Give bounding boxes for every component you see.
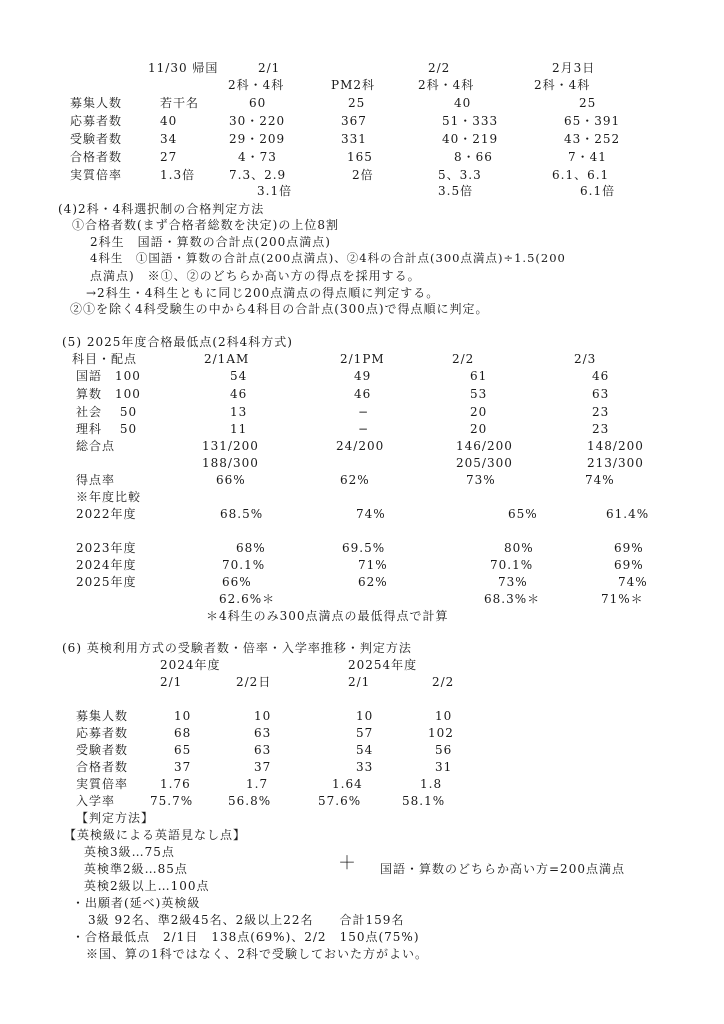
compare-label: ※年度比較 xyxy=(76,490,142,504)
cell: 3.1倍 xyxy=(257,184,293,198)
cell: 5、3.3 xyxy=(438,168,482,182)
row-label: 受験者数 xyxy=(70,132,123,146)
cell: 24/200 xyxy=(336,439,385,453)
cell: 1.3倍 xyxy=(160,168,196,182)
cell: 11 xyxy=(230,422,248,436)
cell: 1.64 xyxy=(332,777,363,791)
cell: 25 xyxy=(579,96,597,110)
row-label: 募集人数 xyxy=(70,96,123,110)
cell: 1.8 xyxy=(420,777,443,791)
cell: 43・252 xyxy=(564,132,621,146)
cell: 75.7% xyxy=(150,794,194,808)
cell: 68.3%＊ xyxy=(484,592,541,606)
cell: 68% xyxy=(236,541,266,555)
cell: 1.76 xyxy=(160,777,191,791)
row-label: 応募者数 xyxy=(70,114,123,128)
cell: 3.5倍 xyxy=(438,184,474,198)
cell: 10 xyxy=(356,709,374,723)
eiken-line: 英検3級…75点 xyxy=(84,845,175,859)
cell: 73% xyxy=(466,473,496,487)
header-date: 2/2 xyxy=(428,61,451,75)
cell: 33 xyxy=(356,760,374,774)
cell: 74% xyxy=(618,575,648,589)
row-label: 応募者数 xyxy=(76,726,129,740)
rate-label: 得点率 xyxy=(76,473,116,487)
cell: 65・391 xyxy=(564,114,621,128)
cell: 66% xyxy=(216,473,246,487)
year-label: 2022年度 xyxy=(76,507,137,521)
cell: 4・73 xyxy=(238,150,277,164)
cell: 40・219 xyxy=(442,132,499,146)
applicants-line: 3級 92名、準2級45名、2級以上22名 合計159名 xyxy=(88,913,405,927)
applicants-label: ・出願者(延べ)英検級 xyxy=(72,896,201,910)
cell: 71% xyxy=(358,558,388,572)
cell: 6.1、6.1 xyxy=(552,168,610,182)
text-line: ①合格者数(まず合格者総数を決定)の上位8割 xyxy=(72,218,339,232)
method-label: 【判定方法】 xyxy=(76,811,155,825)
cell: 57 xyxy=(356,726,374,740)
cell: 40 xyxy=(160,114,178,128)
year-header: 2024年度 xyxy=(160,658,221,672)
footnote: ＊4科生のみ300点満点の最低得点で計算 xyxy=(206,609,449,623)
cell: 7・41 xyxy=(568,150,607,164)
cell: 8・66 xyxy=(454,150,493,164)
cell: 51・333 xyxy=(442,114,499,128)
cell: 1.7 xyxy=(246,777,269,791)
min-score-line: ・合格最低点 2/1日 138点(69%)、2/2 150点(75%) xyxy=(72,930,420,944)
cell: 13 xyxy=(230,405,248,419)
cell: 68 xyxy=(174,726,192,740)
row-label: 合格者数 xyxy=(76,760,129,774)
cell: 68.5% xyxy=(220,507,264,521)
cell: 74% xyxy=(585,473,615,487)
cell: 71%＊ xyxy=(601,592,644,606)
cell: 49 xyxy=(354,369,372,383)
cell: 70.1% xyxy=(222,558,266,572)
plus-sign: ＋ xyxy=(338,853,356,874)
section-title: (6) 英検利用方式の受験者数・倍率・入学率推移・判定方法 xyxy=(62,641,412,655)
cell: 27 xyxy=(160,150,178,164)
year-label: 2023年度 xyxy=(76,541,137,555)
cell: 69.5% xyxy=(342,541,386,555)
cell: 20 xyxy=(470,422,488,436)
cell: 57.6% xyxy=(318,794,362,808)
cell: 10 xyxy=(254,709,272,723)
cell: 58.1% xyxy=(402,794,446,808)
cell: 131/200 xyxy=(202,439,259,453)
cell: 66% xyxy=(222,575,252,589)
year-label: 2024年度 xyxy=(76,558,137,572)
col-header: 2/2 xyxy=(452,352,475,366)
eiken-label: 【英検級による英語見なし点】 xyxy=(64,828,247,842)
row-label: 実質倍率 xyxy=(76,777,129,791)
cell: 188/300 xyxy=(202,456,259,470)
date-header: 2/1 xyxy=(348,675,371,689)
col-header: 2/1AM xyxy=(204,352,250,366)
header-date: 11/30 帰国 xyxy=(148,61,219,75)
header-type: PM2科 xyxy=(331,78,375,92)
text-line: ②①を除く4科受験生の中から4科目の合計点(300点)で得点順に判定。 xyxy=(70,302,489,316)
cell: 56.8% xyxy=(228,794,272,808)
cell: 29・209 xyxy=(229,132,286,146)
cell: 25 xyxy=(348,96,366,110)
cell: 65 xyxy=(174,743,192,757)
cell: 63 xyxy=(254,726,272,740)
cell: 60 xyxy=(249,96,267,110)
row-label: 受験者数 xyxy=(76,743,129,757)
cell: 53 xyxy=(470,387,488,401)
col-header: 科目・配点 xyxy=(72,352,138,366)
cell: 205/300 xyxy=(456,456,513,470)
cell: 367 xyxy=(341,114,367,128)
text-line: 点満点) ※①、②のどちらか高い方の得点を採用する。 xyxy=(90,269,421,283)
cell: 146/200 xyxy=(456,439,513,453)
date-header: 2/2日 xyxy=(236,675,272,689)
year-header: 20254年度 xyxy=(348,658,418,672)
cell: 46 xyxy=(592,369,610,383)
header-date: 2月3日 xyxy=(552,61,596,75)
year-label: 2025年度 xyxy=(76,575,137,589)
row-label: 入学率 xyxy=(76,794,116,808)
cell: 10 xyxy=(174,709,192,723)
cell: 61.4% xyxy=(606,507,650,521)
cell: 70.1% xyxy=(490,558,534,572)
section-title: (5) 2025年度合格最低点(2科4科方式) xyxy=(62,335,293,349)
cell: 69% xyxy=(614,558,644,572)
total-label: 総合点 xyxy=(76,439,116,453)
cell: 20 xyxy=(470,405,488,419)
cell: 31 xyxy=(435,760,453,774)
cell: 148/200 xyxy=(587,439,644,453)
cell: 74% xyxy=(356,507,386,521)
cell: 62.6%＊ xyxy=(219,592,276,606)
cell: 30・220 xyxy=(229,114,286,128)
cell: 69% xyxy=(614,541,644,555)
cell: 6.1倍 xyxy=(580,184,616,198)
cell: 46 xyxy=(230,387,248,401)
col-header: 2/3 xyxy=(574,352,597,366)
text-line: 2科生 国語・算数の合計点(200点満点) xyxy=(90,235,331,249)
cell: 62% xyxy=(358,575,388,589)
cell: 54 xyxy=(356,743,374,757)
cell: 46 xyxy=(354,387,372,401)
date-header: 2/1 xyxy=(160,675,183,689)
date-header: 2/2 xyxy=(432,675,455,689)
cell: 10 xyxy=(435,709,453,723)
row-label: 合格者数 xyxy=(70,150,123,164)
cell: 23 xyxy=(592,422,610,436)
cell: 若干名 xyxy=(160,96,200,110)
header-type: 2科・4科 xyxy=(228,78,285,92)
row-label: 実質倍率 xyxy=(70,168,123,182)
cell: 102 xyxy=(428,726,454,740)
eiken-line: 英検2級以上…100点 xyxy=(84,879,210,893)
cell: 37 xyxy=(254,760,272,774)
header-type: 2科・4科 xyxy=(534,78,591,92)
eiken-line: 英検準2級…85点 xyxy=(84,862,188,876)
cell: 165 xyxy=(347,150,373,164)
cell: − xyxy=(358,422,370,436)
text-line: →2科生・4科生ともに同じ200点満点の得点順に判定する。 xyxy=(86,286,440,300)
subject-name: 国語 100 xyxy=(76,369,141,383)
cell: 40 xyxy=(454,96,472,110)
cell: 63 xyxy=(592,387,610,401)
section-title: (4)2科・4科選択制の合格判定方法 xyxy=(58,202,265,216)
cell: 213/300 xyxy=(587,456,644,470)
cell: 7.3、2.9 xyxy=(229,168,287,182)
subject-name: 社会 50 xyxy=(76,405,138,419)
cell: 54 xyxy=(230,369,248,383)
cell: 65% xyxy=(508,507,538,521)
advice-line: ※国、算の1科ではなく、2科で受験しておいた方がよい。 xyxy=(86,947,429,961)
cell: 80% xyxy=(504,541,534,555)
cell: 56 xyxy=(435,743,453,757)
cell: 73% xyxy=(498,575,528,589)
cell: 37 xyxy=(174,760,192,774)
cell: 34 xyxy=(160,132,178,146)
cell: 23 xyxy=(592,405,610,419)
cell: 61 xyxy=(470,369,488,383)
text-line: 4科生 ①国語・算数の合計点(200点満点)、②4科の合計点(300点満点)÷1.5(200 xyxy=(90,251,566,265)
plus-text: 国語・算数のどちらか高い方=200点満点 xyxy=(380,862,625,876)
row-label: 募集人数 xyxy=(76,709,129,723)
cell: 2倍 xyxy=(352,168,374,182)
cell: 62% xyxy=(340,473,370,487)
cell: 331 xyxy=(341,132,367,146)
subject-name: 算数 100 xyxy=(76,387,141,401)
header-date: 2/1 xyxy=(258,61,281,75)
cell: 63 xyxy=(254,743,272,757)
header-type: 2科・4科 xyxy=(418,78,475,92)
cell: − xyxy=(358,405,370,419)
subject-name: 理科 50 xyxy=(76,422,138,436)
col-header: 2/1PM xyxy=(340,352,385,366)
